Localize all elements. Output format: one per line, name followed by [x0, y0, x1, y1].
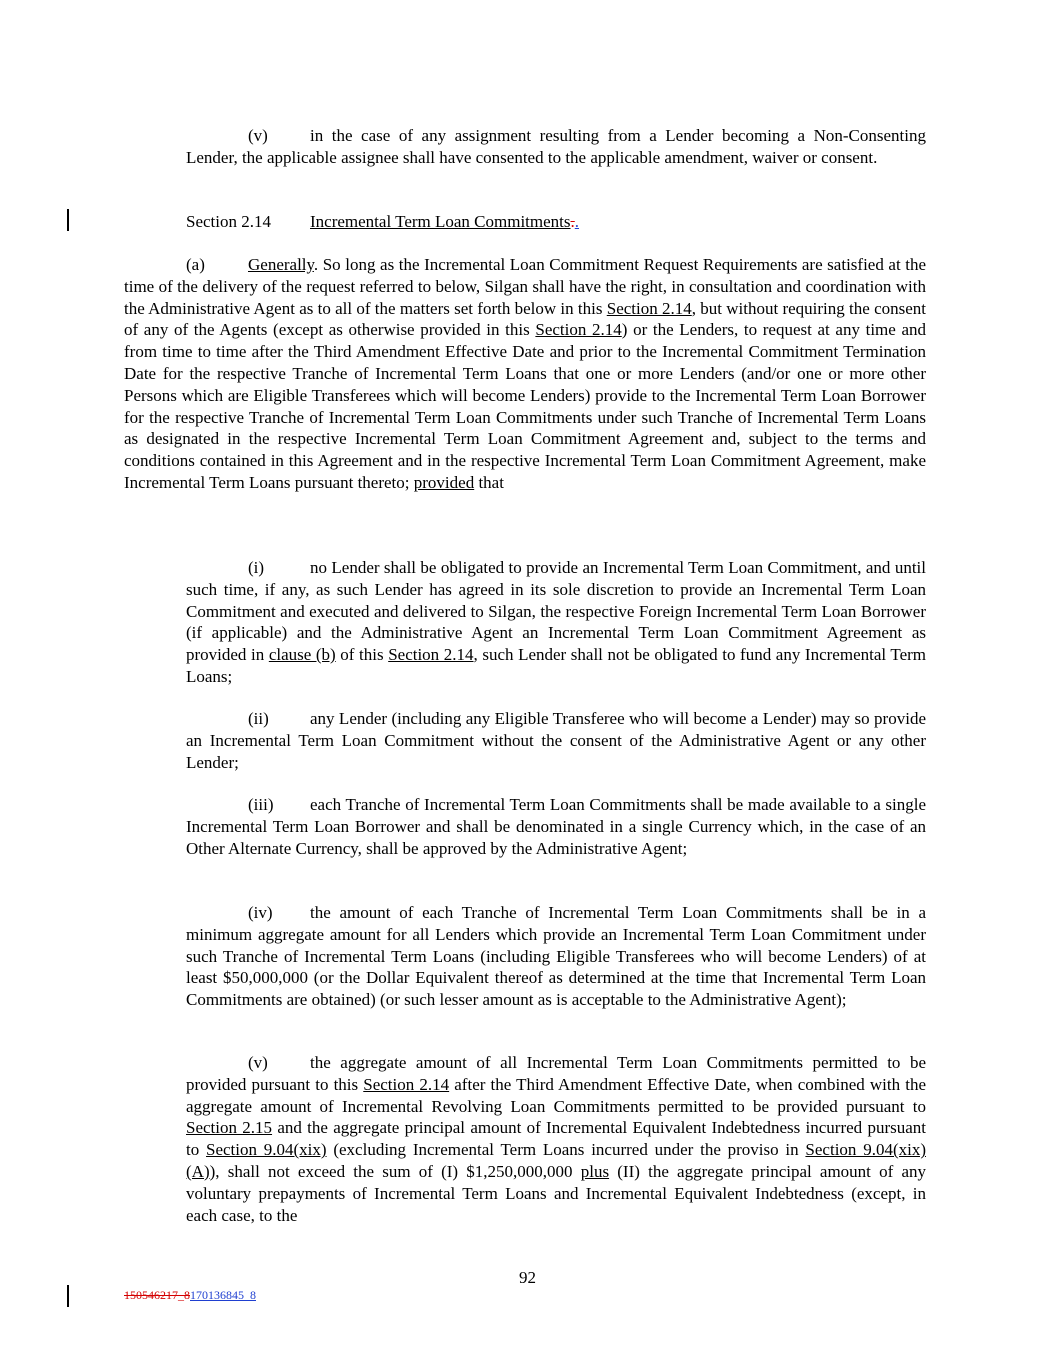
- section-reference: Section 2.15: [186, 1118, 273, 1138]
- section-title: Incremental Term Loan Commitments: [310, 212, 571, 231]
- item-v: (v) the aggregate amount of all Incremental Term Loan Commitments permitted to be provided pursuant to this Section 2.14 after the Third Amendment Effective Date, when combined with the aggregate amount of Incremental Revolving Loan Commitments permitted to be provided pursuant to Section 2.15 and the aggregate principal amount of Incremental Equivalent Indebtedness incurred pursuant to Section 9.04(xix) (excluding Incremental Term Loans incurred under the proviso in Section 9.04(xix)(A)), shall not exceed the sum of (I) $1,250,000,000 plus (II) the aggregate principal amount of any voluntary prepayments of Incremental Term Loans and Incremental Equivalent Indebtedness (except, in each case, to the: [186, 1053, 927, 1225]
- paragraph-a: (a) Generally. So long as the Incremental Loan Commitment Request Requirements are satisfied at the time of the delivery of the request referred to below, Silgan shall have the right, in consultation and coordination with the Administrative Agent as to all of the matters set forth below in this Section 2.14, but without requiring the consent of any of the Agents (except as otherwise provided in this Section 2.14) or the Lenders, to request at any time and from time to time after the Third Amendment Effective Date and prior to the Incremental Commitment Termination Date for the respective Tranche of Incremental Term Loans that one or more Lenders (and/or one or more other Persons which are Eligible Transferees which will become Lenders) provide to the Incremental Term Loan Borrower for the respective Tranche of Incremental Term Loan Commitments under such Tranche of Incremental Term Loans as designated in the respective Incremental Term Loan Commitment Agreement and, subject to the terms and conditions contained in this Agreement and in the respective Incremental Term Loan Commitment Agreement, make Incremental Term Loans pursuant thereto; provided that: [124, 255, 927, 492]
- section-reference: Section 2.14: [606, 298, 692, 318]
- item-iv: (iv) the amount of each Tranche of Incremental Term Loan Commitments shall be in a minimum aggregate amount for all Lenders which provide an Incremental Term Loan Commitment under such Tranche of Incremental Term Loans (including Eligible Transferees who will become Lenders) of at least $50,000,000 (or the Dollar Equivalent thereof as determined at the time that Incremental Term Loan Commitments are obtained) (or such lesser amount as is acceptable to the Administrative Agent);: [186, 903, 926, 1010]
- item-label: (v): [248, 1053, 268, 1072]
- item-text: in the case of any assignment resulting from a Lender becoming a Non-Consenting Lender, the applicable assignee shall have consented to the applicable amendment, waiver or consent.: [186, 126, 926, 167]
- footer-document-id: [124, 1288, 256, 1302]
- item-ii: (ii) any Lender (including any Eligible Transferee who will become a Lender) may so provide an Incremental Term Loan Commitment without the consent of the Administrative Agent or any other Lender;: [186, 709, 926, 772]
- section-reference: Section 9.04(xix): [206, 1140, 327, 1160]
- inserted-doc-id: 170136845_8: [190, 1288, 256, 1302]
- item-label: (iv): [248, 903, 273, 922]
- change-bar: [67, 1285, 69, 1307]
- paragraph-heading: Generally: [248, 255, 314, 274]
- plus-term: plus: [580, 1161, 610, 1181]
- paragraph-label: (a): [186, 255, 205, 274]
- item-label: (v): [248, 126, 268, 145]
- item-iii: (iii) each Tranche of Incremental Term Loan Commitments shall be made available to a single Incremental Term Loan Borrower and shall be denominated in a single Currency which, in the case of an Other Alternate Currency, shall be approved by the Administrative Agent;: [186, 795, 926, 858]
- deleted-mark: .: [570, 212, 575, 231]
- item-label: (iii): [248, 795, 274, 814]
- section-reference: Section 2.14: [363, 1074, 450, 1094]
- section-number: Section 2.14: [186, 212, 271, 231]
- item-label: (ii): [248, 709, 269, 728]
- clause-reference: clause (b): [268, 645, 336, 665]
- section-reference: Section 2.14: [388, 645, 474, 665]
- paragraph-v-top: [186, 125, 926, 169]
- page-number: 92: [519, 1268, 536, 1287]
- item-label: (i): [248, 558, 265, 577]
- item-i: (i) no Lender shall be obligated to provide an Incremental Term Loan Commitment, and until such time, if any, as such Lender has agreed in its sole discretion to provide an Incremental Term Loan Commitment and executed and delivered to Silgan, the respective Foreign Incremental Term Loan Borrower (if applicable) and the Administrative Agent an Incremental Term Loan Commitment Agreement as provided in clause (b) of this Section 2.14, such Lender shall not be obligated to fund any Incremental Term Loans;: [186, 558, 927, 686]
- section-reference: Section 2.14: [535, 320, 622, 340]
- change-bar: [67, 209, 69, 231]
- section-heading: [186, 211, 579, 233]
- inserted-mark: .: [574, 212, 580, 231]
- section-reference: Section 9.04(xix)(A): [186, 1140, 926, 1181]
- provided-term: provided: [413, 472, 475, 492]
- deleted-doc-id: 150546217_8: [124, 1288, 190, 1302]
